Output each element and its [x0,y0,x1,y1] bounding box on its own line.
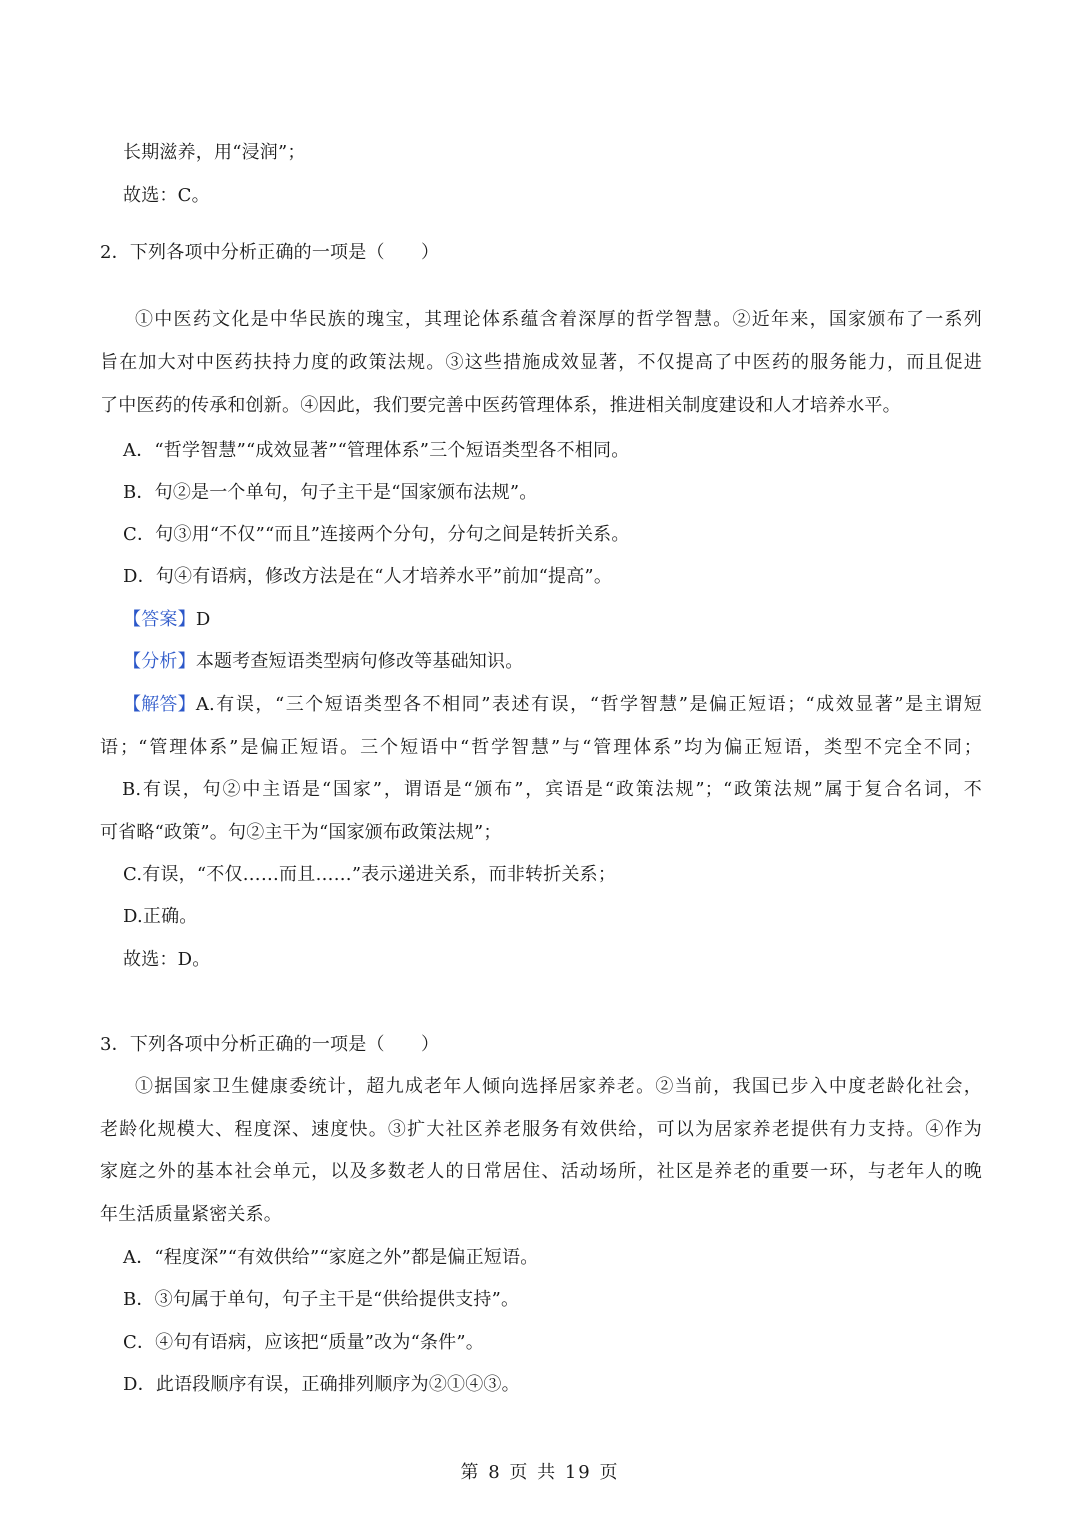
q2-passage-line-3: 了中医药的传承和创新。④因此，我们要完善中医药管理体系，推进相关制度建设和人才培养水平。 [100,395,901,416]
q2-solution-d: D.正确。 [123,906,198,927]
q2-choose: 故选：D。 [123,949,211,970]
analysis-text: 本题考查短语类型病句修改等基础知识。 [195,651,524,672]
q2-answer [123,607,210,633]
q3-passage-line-1: ①据国家卫生健康委统计，超九成老年人倾向选择居家养老。②当前，我国已步入中度老龄化社会， [135,1076,982,1097]
q3-option-d: D．此语段顺序有误，正确排列顺序为②①④③。 [123,1374,520,1395]
solution-text-1: A.有误，“三个短语类型各不相同”表述有误，“哲学智慧”是偏正短语；“成效显著”是主谓短 [195,694,982,715]
q2-solution-first [123,692,982,718]
analysis-tag: 【分析】 [123,651,196,672]
answer-value: D [195,609,211,630]
q2-solution-line-3: B.有误，句②中主语是“国家”，谓语是“颁布”，宾语是“政策法规”；“政策法规”属于复合名词，不 [122,779,982,800]
q2-passage-line-1: ①中医药文化是中华民族的瑰宝，其理论体系蕴含着深厚的哲学智慧。②近年来，国家颁布了一系列 [135,309,982,330]
q2-solution-line-2: 语；“管理体系”是偏正短语。三个短语中“哲学智慧”与“管理体系”均为偏正短语，类型不完全不同； [100,737,982,758]
q2-analysis [123,649,523,675]
page-footer: 第 8 页 共 19 页 [460,1462,620,1483]
q2-option-d: D．句④有语病，修改方法是在“人才培养水平”前加“提高”。 [123,566,613,587]
q2-solution-line-4: 可省略“政策”。句②主干为“国家颁布政策法规”； [100,822,502,843]
prev-answer-choice: 故选：C。 [123,185,210,206]
q2-passage-line-2: 旨在加大对中医药扶持力度的政策法规。③这些措施成效显著，不仅提高了中医药的服务能力，而且促进 [100,352,982,373]
q3-passage-line-4: 年生活质量紧密关系。 [100,1204,282,1225]
q3-option-c: C．④句有语病，应该把“质量”改为“条件”。 [123,1332,484,1353]
q2-option-c: C．句③用“不仅”“而且”连接两个分句，分句之间是转折关系。 [123,524,630,545]
q3-stem: 3．下列各项中分析正确的一项是（ ） [100,1034,440,1055]
q3-passage-line-3: 家庭之外的基本社会单元，以及多数老人的日常居住、活动场所，社区是养老的重要一环，与老年人的晚 [100,1161,982,1182]
answer-tag: 【答案】 [123,609,196,630]
q3-option-b: B．③句属于单句，句子主干是“供给提供支持”。 [123,1289,520,1310]
q2-option-a: A．“哲学智慧”“成效显著”“管理体系”三个短语类型各不相同。 [123,440,630,461]
q3-option-a: A．“程度深”“有效供给”“家庭之外”都是偏正短语。 [123,1247,539,1268]
solution-tag: 【解答】 [123,694,196,715]
q2-stem: 2．下列各项中分析正确的一项是（ ） [100,242,440,263]
prev-explanation-line: 长期滋养，用“浸润”； [123,142,306,163]
q3-passage-line-2: 老龄化规模大、程度深、速度快。③扩大社区养老服务有效供给，可以为居家养老提供有力支持。④作为 [100,1119,982,1140]
q2-solution-c: C.有误，“不仅……而且……”表示递进关系，而非转折关系； [123,864,617,885]
q2-option-b: B．句②是一个单句，句子主干是“国家颁布法规”。 [123,482,538,503]
